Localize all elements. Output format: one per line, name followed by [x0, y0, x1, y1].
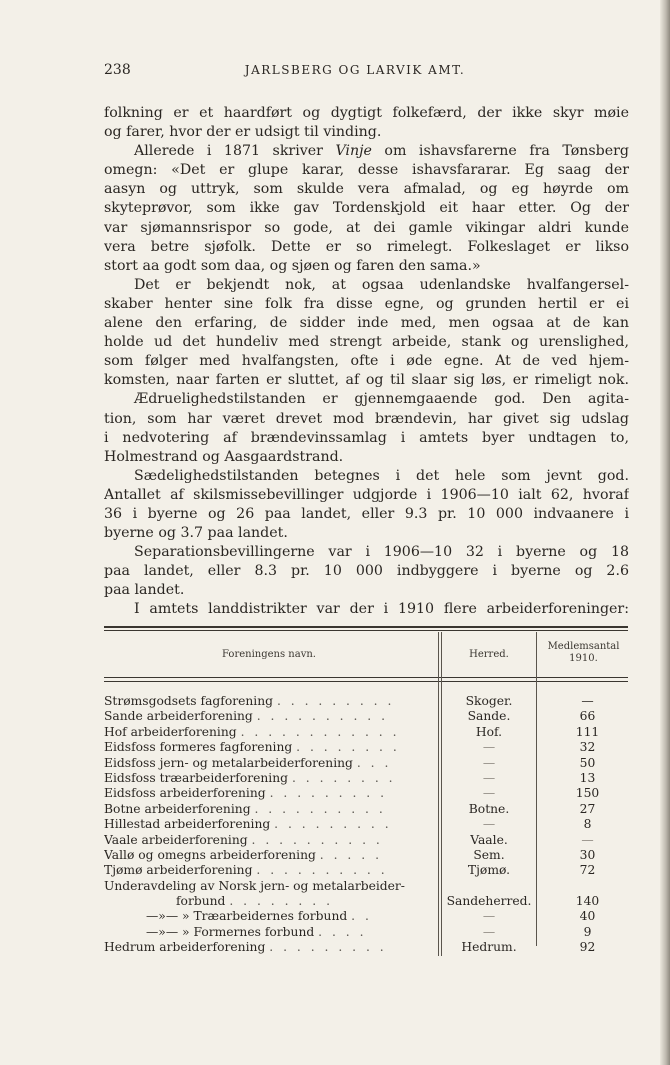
association-name: —»— » Formernes forbund: [146, 924, 315, 939]
text-line: var sjømannsrispor so gode, at dei gamle vikingar aldri kunde: [104, 219, 629, 236]
member-count: 9: [583, 924, 592, 939]
herred-cell: Hedrum.: [461, 940, 517, 955]
member-count: 27: [579, 801, 596, 816]
herred-cell: Sandeherred.: [446, 894, 532, 909]
association-name: Hillestad arbeiderforening: [104, 817, 271, 832]
herred-cell: —: [482, 909, 496, 924]
table-row: Vaale arbeiderforening . . . . . . . . . . Vaale. —: [104, 833, 628, 848]
header-name: Foreningens navn.: [222, 649, 316, 660]
text-line: skyteprøvor, som ikke gav Tordenskjold eit haar etter. Og der: [104, 200, 629, 217]
table-row: Hof arbeiderforening . . . . . . . . . . . . Hof. 111: [104, 725, 628, 740]
table-row: Strømsgodsets fagforening . . . . . . . . . Skoger. —: [104, 694, 628, 709]
text-line: Sædelighedstilstanden betegnes i det hele som jevnt god.: [134, 467, 629, 484]
text-line: 36 i byerne og 26 paa landet, eller 9.3 pr. 10 000 indvaanere i: [104, 505, 629, 522]
association-name: Eidsfoss arbeiderforening: [104, 786, 266, 801]
table-row: Eidsfoss træarbeiderforening . . . . . . . . — 13: [104, 771, 628, 786]
table-row: Sande arbeiderforening . . . . . . . . . . Sande. 66: [104, 709, 628, 724]
association-name: Underavdeling av Norsk jern- og metalarbeider-: [104, 878, 405, 893]
table-row: —»— » Træarbeidernes forbund . . — 40: [104, 909, 628, 924]
text-line: i nedvotering af brændevinssamlag i amtets byer undtagen to,: [104, 429, 629, 446]
text-line: stort aa godt som daa, og sjøen og faren den sama.»: [104, 257, 481, 274]
associations-table: [104, 694, 628, 956]
herred-cell: —: [482, 786, 496, 801]
table-row: Eidsfoss jern- og metalarbeiderforening . . . — 50: [104, 756, 628, 771]
table-row: Eidsfoss arbeiderforening . . . . . . . . . — 150: [104, 786, 628, 801]
herred-cell: Sem.: [473, 847, 505, 862]
table-top-rule-inner: [104, 630, 628, 631]
table-row: Hillestad arbeiderforening . . . . . . . . . — 8: [104, 817, 628, 832]
page-header: [0, 62, 670, 82]
member-count: 111: [575, 724, 600, 739]
association-name: Vallø og omegns arbeiderforening: [104, 847, 316, 862]
table-row: Tjømø arbeiderforening . . . . . . . . . . Tjømø. 72: [104, 863, 628, 878]
text-line: tion, som har været drevet mod brændevin, har givet sig udslag: [104, 410, 629, 427]
association-name: forbund: [176, 894, 226, 909]
herred-cell: Skoger.: [465, 694, 513, 708]
association-name: Strømsgodsets fagforening: [104, 694, 274, 708]
member-count: 140: [575, 894, 600, 909]
page-edge-shadow: [660, 0, 670, 1065]
table-row: Vallø og omegns arbeiderforening . . . . . Sem. 30: [104, 848, 628, 863]
member-count: 32: [579, 740, 596, 755]
association-name: Eidsfoss jern- og metalarbeiderforening: [104, 755, 353, 770]
header-count: Medlemsantal 1910.: [547, 641, 620, 664]
text-line: Antallet af skilsmissebevillinger udgjorde i 1906—10 ialt 62, hvoraf: [104, 486, 629, 503]
member-count: 13: [579, 770, 596, 785]
member-count: 8: [583, 817, 592, 832]
text-line: paa landet, eller 8.3 pr. 10 000 indbyggere i byerne og 2.6: [104, 563, 629, 580]
table-top-rule: [104, 626, 628, 628]
table-row: Botne arbeiderforening . . . . . . . . . . Botne. 27: [104, 802, 628, 817]
table-row: [104, 879, 628, 894]
association-name: Tjømø arbeiderforening: [104, 863, 253, 878]
text-line: komsten, naar farten er sluttet, af og til slaar sig løs, er rimeligt nok.: [104, 372, 629, 389]
member-count: —: [581, 694, 594, 708]
page-number: 238: [104, 62, 131, 78]
member-count: 92: [579, 940, 596, 955]
member-count: 150: [575, 786, 600, 801]
herred-cell: Sande.: [467, 709, 511, 724]
table-row: Eidsfoss formeres fagforening . . . . . . . . — 32: [104, 740, 628, 755]
member-count: 66: [579, 709, 596, 724]
text-line: omegn: «Det er glupe karar, desse ishavsfararar. Eg saag der: [104, 162, 629, 179]
table-row: Hedrum arbeiderforening . . . . . . . . . Hedrum. 92: [104, 940, 628, 955]
association-name: Sande arbeiderforening: [104, 709, 253, 724]
running-title: JARLSBERG OG LARVIK AMT.: [244, 63, 466, 77]
text-line: byerne og 3.7 paa landet.: [104, 525, 288, 542]
association-name: Botne arbeiderforening: [104, 801, 251, 816]
table-header-rule: [104, 677, 628, 678]
text-line: I amtets landdistrikter var der i 1910 flere arbeiderforeninger:: [134, 601, 629, 618]
association-name: Vaale arbeiderforening: [104, 832, 248, 847]
association-name: —»— » Træarbeidernes forbund: [146, 909, 348, 924]
text-line: paa landet.: [104, 582, 185, 599]
member-count: 30: [579, 847, 596, 862]
text-line: Ædruelighedstilstanden er gjennemgaaende god. Den agita-: [134, 391, 629, 408]
table-row: forbund . . . . . . . . Sandeherred. 140: [104, 894, 628, 909]
table-row: —»— » Formernes forbund . . . . — 9: [104, 925, 628, 940]
association-name: Hedrum arbeiderforening: [104, 940, 266, 955]
herred-cell: —: [482, 770, 496, 785]
herred-cell: Hof.: [475, 724, 503, 739]
member-count: 50: [579, 755, 596, 770]
herred-cell: Botne.: [468, 801, 510, 816]
association-name: Hof arbeiderforening: [104, 724, 237, 739]
table-header-rule-inner: [104, 681, 628, 682]
member-count: 40: [579, 909, 596, 924]
text-line: skaber henter sine folk fra disse egne, og grunden hertil er ei: [104, 295, 629, 312]
body-text: [104, 104, 629, 620]
text-line: Separationsbevillingerne var i 1906—10 32 i byerne og 18: [134, 544, 629, 561]
herred-cell: —: [482, 740, 496, 755]
member-count: 72: [579, 863, 596, 878]
herred-cell: —: [482, 924, 496, 939]
herred-cell: —: [482, 755, 496, 770]
text-line: Allerede i 1871 skriver Vinje om ishavsfarerne fra Tønsberg: [134, 143, 629, 160]
text-line: Holmestrand og Aasgaardstrand.: [104, 448, 344, 465]
text-line: som følger med hvalfangsten, ofte i øde egne. At de ved hjem-: [104, 353, 629, 370]
text-line: holde ud det hundeliv med strengt arbeide, stank og urenslighed,: [104, 334, 629, 351]
text-line: aasyn og uttryk, som skulde vera afmalad, og eg høyrde om: [104, 181, 629, 198]
association-name: Eidsfoss formeres fagforening: [104, 740, 293, 755]
text-line: vera betre sjøfolk. Dette er so rimelegt. Folkeslaget er likso: [104, 238, 629, 255]
herred-cell: Vaale.: [470, 832, 508, 847]
member-count: —: [581, 832, 594, 847]
text-line: og farer, hvor der er udsigt til vinding.: [104, 124, 382, 141]
herred-cell: —: [482, 817, 496, 832]
text-line: alene den erfaring, de sidder inde med, men ogsaa at de kan: [104, 315, 629, 332]
text-line: folkning er et haardført og dygtigt folkefærd, der ikke skyr møie: [104, 105, 629, 121]
text-line: Det er bekjendt nok, at ogsaa udenlandske hvalfangersel-: [134, 276, 629, 293]
herred-cell: Tjømø.: [467, 863, 511, 878]
association-name: Eidsfoss træarbeiderforening: [104, 770, 289, 785]
header-herred: Herred.: [469, 649, 509, 660]
